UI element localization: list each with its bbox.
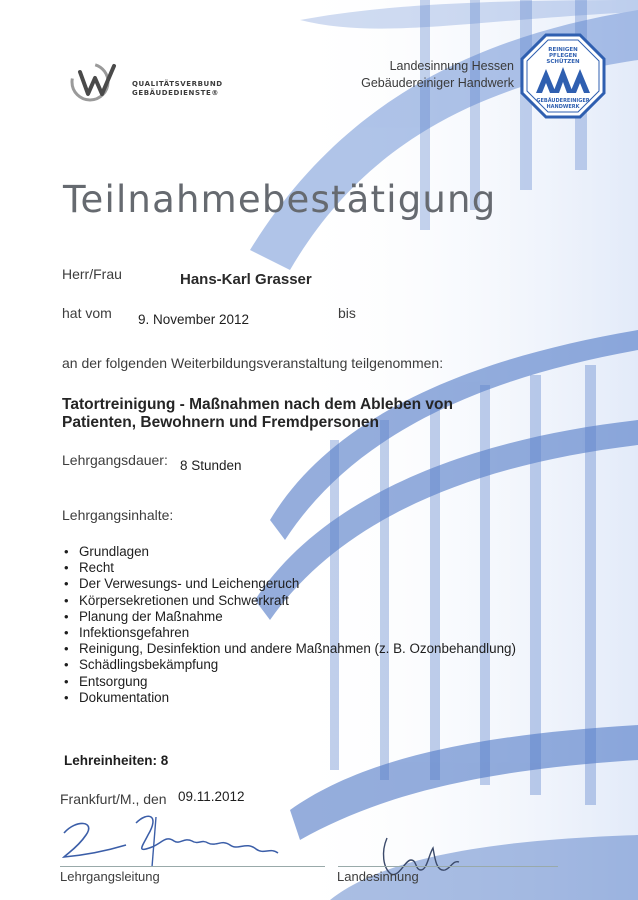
landesinnung-heading [360,58,514,92]
units-label: Lehreinheiten: [64,753,158,768]
list-item: • Grundlagen [62,544,516,560]
list-item: • Entsorgung [62,674,516,690]
signature-course-lead [56,805,296,875]
from-label: hat vom [62,305,112,321]
topics-list [62,544,516,706]
course-title [62,396,453,432]
course-title-line2: Patienten, Bewohnern und Fremdpersonen [62,414,379,431]
intro-text: an der folgenden Weiterbildungsveranstaltung teilgenommen: [62,355,444,371]
duration-value: 8 Stunden [180,458,242,473]
landesinnung-line2: Gebäudereiniger Handwerk [361,76,514,90]
qv-line2: GEBÄUDEDIENSTE® [132,89,219,97]
list-item: • Dokumentation [62,690,516,706]
seal-text-top-3: SCHÜTZEN [546,59,580,65]
seal-text-top-2: PFLEGEN [549,53,577,59]
qv-w-logo-icon [72,64,114,100]
contents-label: Lehrgangsinhalte: [62,507,174,523]
units-value: 8 [160,753,169,768]
seal-text-bottom-1: GEBÄUDEREINIGER [536,98,590,104]
participant-name: Hans-Karl Grasser [180,271,312,288]
signature-label-guild: Landesinnung [337,869,419,884]
course-date: 9. November 2012 [138,312,250,327]
list-item: • Der Verwesungs- und Leichengeruch [62,576,516,592]
seal-text-bottom-2: HANDWERK [546,104,580,110]
to-label: bis [338,305,356,321]
list-item: • Körpersekretionen und Schwerkraft [62,593,516,609]
signature-label-course-lead: Lehrgangsleitung [60,869,160,884]
signature-date: 09.11.2012 [178,789,245,804]
qualitaetsverbund-wordmark [132,80,223,98]
signature-line-course-lead [60,866,325,867]
name-label: Herr/Frau [62,266,122,282]
seal-text-top-1: REINIGEN [548,47,578,53]
list-item: • Infektionsgefahren [62,625,516,641]
teaching-units [64,753,168,768]
duration-label: Lehrgangsdauer: [62,452,168,468]
course-title-line1: Tatortreinigung - Maßnahmen nach dem Ableben von [62,396,453,413]
list-item: • Reinigung, Desinfektion und andere Maßnahmen (z. B. Ozonbehandlung) [62,641,516,657]
gebaeudereiniger-seal [520,33,606,119]
qv-line1: QUALITÄTSVERBUND [132,80,223,88]
document-title: Teilnahmebestätigung [63,178,497,221]
place-label: Frankfurt/M., den [60,791,167,807]
signature-line-guild [338,866,558,867]
list-item: • Recht [62,560,516,576]
landesinnung-line1: Landesinnung Hessen [389,59,514,73]
list-item: • Planung der Maßnahme [62,609,516,625]
list-item: • Schädlingsbekämpfung [62,657,516,673]
